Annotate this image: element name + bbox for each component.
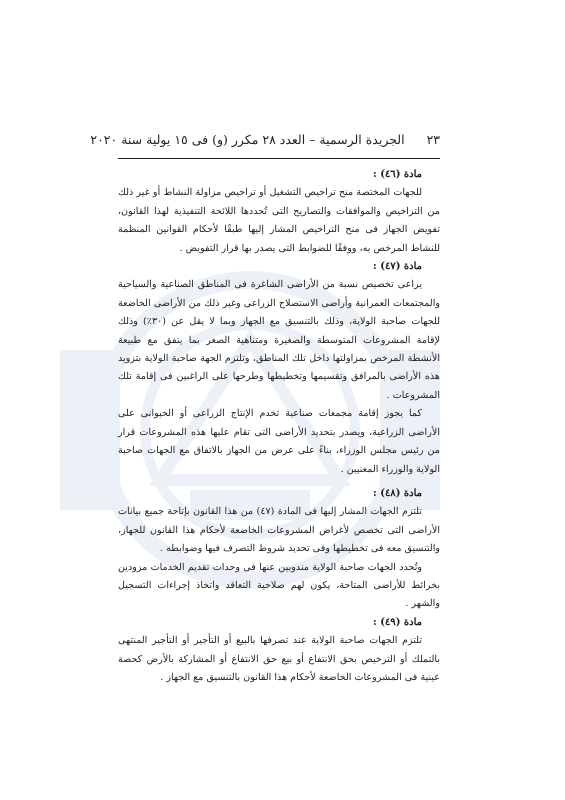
article-48 — [118, 485, 440, 614]
article-title: مادة (٤٨) : — [373, 487, 422, 499]
page-header — [90, 132, 440, 147]
article-paragraph: يراعى تخصيص نسبة من الأراضى الشاغرة فى المناطق الصناعية والسياحية والمجتمعات العمرانية وأراضى الاستصلاح الزراعى وغير ذلك من الأراضى الخاضعة للجهات صاحبة الولاية، وذلك بالتنسيق مع الجهاز وبما لا يقل عن (٣٠٪) وذلك لإقامة المشروعات المتوسطة والصغيرة ومتناهية الصغر بما يتفق مع طبيعة الأنشطة المرخص بمزاولتها داخل تلك المناطق، وتلتزم الجهة صاحبة الولاية بتزويد هذه الأراضى بالمرافق وتقسيمها وتخطيطها وطرحها على الراغبين فى إقامة تلك المشروعات . — [118, 279, 441, 401]
article-title: مادة (٤٧) : — [373, 261, 422, 273]
article-paragraph: كما يجوز إقامة مجمعات صناعية تخدم الإنتاج الزراعى أو الحيوانى على الأراضى الزراعية، ويصدر بتحديد الأراضى التى تقام عليها هذه المشروعات قرار من رئيس مجلس الوزراء، بناءً على عرض من الجهاز بالاتفاق مع الجهات صاحبة الولاية والوزراء المعنيين . — [118, 408, 440, 475]
article-49 — [118, 614, 440, 688]
header-divider — [118, 158, 440, 159]
gazette-title: الجريدة الرسمية – العدد ٢٨ مكرر (و) فى ١٥ يولية سنة ٢٠٢٠ — [90, 132, 405, 147]
document-body — [118, 166, 440, 687]
article-title: مادة (٤٦) : — [373, 169, 422, 180]
page-number: ٢٣ — [426, 132, 440, 147]
article-paragraph: تلتزم الجهات المشار إليها فى المادة (٤٧) من هذا القانون بإتاحة جميع بيانات الأراضى التى تخصص لأغراض المشروعات الخاضعة لأحكام هذا القانون للجهاز، والتنسيق معه فى تخطيطها وفى تحديد شروط التصرف فيها وضوابطه . — [118, 506, 440, 555]
article-paragraph: تلتزم الجهات صاحبة الولاية عند تصرفها بالبيع أو التأجير أو التأجير المنتهى بالتملك أو الترخيص بحق الانتفاع أو بيع حق الانتفاع أو المشاركة بالأرض كحصة عينية فى المشروعات الخاضعة لأحكام هذا القانون بالتنسيق مع الجهاز . — [118, 635, 440, 683]
article-46 — [118, 166, 440, 258]
article-title: مادة (٤٩) : — [373, 616, 422, 628]
article-paragraph: للجهات المختصة منح تراخيص التشغيل أو تراخيص مزاولة النشاط أو غير ذلك من التراخيص والموافقات والتصاريح التى تُحددها اللائحة التنفيذية لهذا القانون، تفويض الجهاز فى منح التراخيص المشار إليها طبقًا لأحكام القوانين المنظمة للنشاط المرخص به، ووفقًا للضوابط التى يصدر بها قرار التفويض . — [118, 187, 440, 254]
article-paragraph: وتُحدد الجهات صاحبة الولاية مندوبين عنها فى وحدات تقديم الخدمات مزودين بخرائط للأراضى المتاحة، يكون لهم صلاحية التعاقد واتخاذ إجراءات التسجيل والشهر . — [118, 561, 440, 610]
article-47 — [118, 258, 440, 479]
